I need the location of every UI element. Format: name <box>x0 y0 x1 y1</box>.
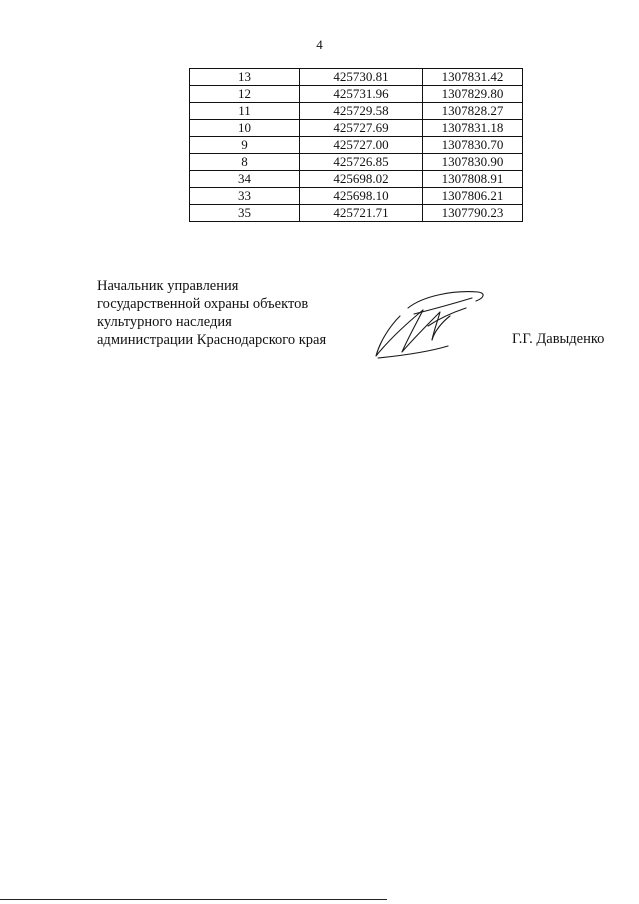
y-coordinate-cell: 1307829.80 <box>423 86 523 103</box>
point-number-cell: 34 <box>190 171 300 188</box>
handwritten-signature <box>368 286 493 366</box>
table-row <box>190 120 523 137</box>
table-row <box>190 188 523 205</box>
point-number-cell: 8 <box>190 154 300 171</box>
signer-position-line: государственной охраны объектов <box>97 296 309 312</box>
point-number-cell: 12 <box>190 86 300 103</box>
point-number-cell: 10 <box>190 120 300 137</box>
point-number-cell: 13 <box>190 69 300 86</box>
y-coordinate-cell: 1307831.18 <box>423 120 523 137</box>
page-number: 4 <box>316 37 323 52</box>
y-coordinate-cell: 1307830.90 <box>423 154 523 171</box>
table-row <box>190 171 523 188</box>
table-row <box>190 205 523 222</box>
y-coordinate-cell: 1307808.91 <box>423 171 523 188</box>
x-coordinate-cell: 425726.85 <box>300 154 423 171</box>
signer-position-line: культурного наследия <box>97 314 232 330</box>
x-coordinate-cell: 425730.81 <box>300 69 423 86</box>
x-coordinate-cell: 425698.02 <box>300 171 423 188</box>
table-row <box>190 103 523 120</box>
x-coordinate-cell: 425729.58 <box>300 103 423 120</box>
y-coordinate-cell: 1307806.21 <box>423 188 523 205</box>
x-coordinate-cell: 425727.69 <box>300 120 423 137</box>
y-coordinate-cell: 1307830.70 <box>423 137 523 154</box>
x-coordinate-cell: 425698.10 <box>300 188 423 205</box>
signer-position-line: Начальник управления <box>97 278 239 294</box>
signer-position <box>97 277 326 349</box>
x-coordinate-cell: 425727.00 <box>300 137 423 154</box>
y-coordinate-cell: 1307790.23 <box>423 205 523 222</box>
table-row <box>190 69 523 86</box>
point-number-cell: 33 <box>190 188 300 205</box>
point-number-cell: 35 <box>190 205 300 222</box>
x-coordinate-cell: 425731.96 <box>300 86 423 103</box>
coordinates-table <box>189 68 523 222</box>
y-coordinate-cell: 1307831.42 <box>423 69 523 86</box>
footer-divider <box>0 899 387 900</box>
table-row <box>190 137 523 154</box>
point-number-cell: 9 <box>190 137 300 154</box>
point-number-cell: 11 <box>190 103 300 120</box>
table-row <box>190 86 523 103</box>
x-coordinate-cell: 425721.71 <box>300 205 423 222</box>
signer-name: Г.Г. Давыденко <box>512 331 605 347</box>
table-row <box>190 154 523 171</box>
signer-position-line: администрации Краснодарского края <box>97 332 327 348</box>
y-coordinate-cell: 1307828.27 <box>423 103 523 120</box>
coordinates-table-body <box>190 69 523 222</box>
